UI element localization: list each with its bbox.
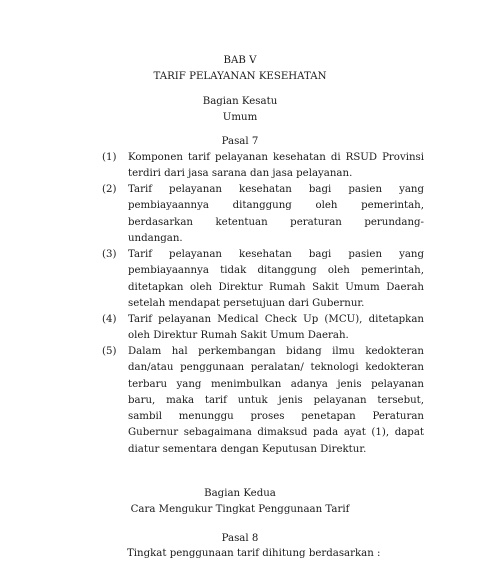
pasal-8-title: Pasal 8: [221, 533, 259, 544]
item-line: undangan.: [128, 232, 183, 244]
item-line: Komponen tarif pelayanan kesehatan di RSUD Provinsi: [128, 152, 424, 163]
item-line: pembiayaannya ditanggung oleh pemerintah,: [128, 200, 424, 212]
pasal-7-item-4: [102, 312, 424, 345]
item-line: terbaru yang menimbulkan adanya jenis pelayanan: [128, 378, 424, 390]
part-1-title: Umum: [222, 112, 258, 123]
item-line: setelah mendapat persetujuan dari Gubernur.: [128, 297, 365, 309]
chapter-title: TARIF PELAYANAN KESEHATAN: [153, 71, 327, 82]
pasal-7-item-5: [102, 344, 424, 458]
item-number: (5): [102, 346, 117, 357]
item-number: (1): [102, 152, 117, 163]
item-line: Gubernur sebagaimana dimaksud pada ayat (1), dapat: [128, 427, 424, 439]
item-line: Tarif pelayanan kesehatan bagi pasien yang: [128, 184, 424, 195]
pasal-8-intro: Tingkat penggunaan tarif dihitung berdasarkan :: [127, 548, 381, 559]
item-line: terdiri dari jasa sarana dan jasa pelayanan.: [128, 168, 353, 180]
pasal-7-item-2: [102, 182, 424, 247]
item-line: Tarif pelayanan Medical Check Up (MCU), ditetapkan: [128, 314, 424, 325]
item-line: ditetapkan oleh Direktur Rumah Sakit Umum Daerah: [128, 281, 424, 293]
part-2-title: Cara Mengukur Tingkat Penggunaan Tarif: [130, 504, 350, 515]
part-1-label: Bagian Kesatu: [202, 96, 278, 107]
item-line: oleh Direktur Rumah Sakit Umum Daerah.: [128, 330, 349, 342]
item-line: Dalam hal perkembangan bidang ilmu kedokteran: [128, 346, 424, 357]
item-number: (4): [102, 314, 117, 325]
pasal-7-item-3: [102, 247, 424, 312]
item-line: diatur sementara dengan Keputusan Direktur.: [128, 443, 367, 455]
pasal-7-title: Pasal 7: [221, 136, 259, 147]
item-line: berdasarkan ketentuan peraturan perundang-: [128, 216, 424, 228]
chapter-heading: BAB V: [223, 55, 257, 66]
item-number: (3): [102, 249, 117, 260]
part-2-label: Bagian Kedua: [204, 488, 276, 499]
item-number: (2): [102, 184, 117, 195]
item-line: Tarif pelayanan kesehatan bagi pasien yang: [128, 249, 424, 260]
item-line: dan/atau penggunaan peralatan/ teknologi kedokteran: [128, 362, 424, 374]
pasal-7-item-1: [102, 150, 424, 183]
item-line: baru, maka tarif untuk jenis pelayanan tersebut,: [128, 394, 424, 406]
item-line: sambil menunggu proses penetapan Peraturan: [128, 411, 424, 423]
item-line: pembiayaannya tidak ditanggung oleh pemerintah,: [128, 265, 424, 277]
